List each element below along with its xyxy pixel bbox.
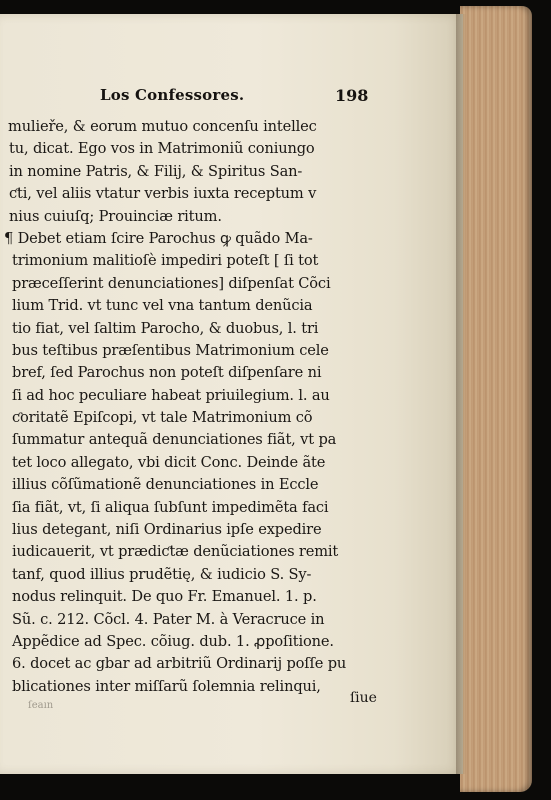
text-line: lius detegant, niſi Ordinarius ipſe expedire — [12, 521, 322, 539]
book-page — [0, 14, 463, 774]
text-line: ƈoritatẽ Epiſcopi, vt tale Matrimonium cõ — [12, 409, 313, 427]
text-line: ſi ad hoc peculiare habeat priuilegium. l. au — [12, 386, 330, 404]
text-line: blicationes inter miſſarũ ſolemnia relinqui, — [12, 677, 321, 695]
text-line: lium Trid. vt tunc vel vna tantum denũcia — [12, 297, 313, 315]
text-line: ¶ Debet etiam ſcire Parochus ꝙ quãdo Ma- — [4, 229, 313, 247]
text-line: mulieře, & eorum mutuo concenſu intellec — [8, 118, 317, 135]
text-line: præceſſerint denunciationes] diſpenſat Cõci — [12, 274, 331, 292]
page-header — [100, 86, 400, 110]
text-line: tanf, quod illius prudẽtię, & iudicio S. Sy- — [12, 565, 312, 583]
text-line: nius cuiuſq; Prouinciæ ritum. — [9, 207, 222, 225]
text-line: 6. docet ac gbar ad arbitriũ Ordinarij poſſe pu — [12, 655, 347, 673]
text-line: trimonium malitioſè impediri poteſt [ ſi tot — [12, 252, 319, 270]
running-head: Los Confessores. — [100, 86, 245, 104]
text-line: in nomine Patris, & Filij, & Spiritus San- — [9, 162, 303, 180]
page-number: 198 — [335, 86, 369, 105]
text-line: bref, ſed Parochus non poteſt diſpenſare ni — [12, 364, 322, 382]
gutter-shadow — [456, 14, 466, 774]
catchword: ſiue — [350, 690, 377, 706]
text-line: nodus relinquit. De quo Fr. Emanuel. 1. p. — [12, 588, 317, 606]
text-line: Appẽdice ad Spec. cõiug. dub. 1. ꝓpoſitione. — [12, 632, 334, 650]
faint-stamp: ſeaın — [28, 700, 54, 711]
text-line: ƈti, vel aliis vtatur verbis iuxta receptum v — [9, 185, 317, 203]
text-line: ſummatur antequã denunciationes fiãt, vt pa — [12, 431, 337, 449]
text-line: tet loco allegato, vbi dicit Conc. Deinde ãte — [12, 453, 326, 471]
text-line: illius cõſũmationẽ denunciationes in Eccle — [12, 476, 319, 494]
text-line: tu, dicat. Ego vos in Matrimoniũ coniungo — [9, 140, 315, 158]
text-line: bus teſtibus præſentibus Matrimonium cele — [12, 341, 329, 359]
text-line: iudicauerit, vt prædiƈtæ denũciationes remit — [12, 543, 339, 561]
text-line: Sũ. c. 212. Cõcl. 4. Pater M. à Veracruce in — [12, 610, 325, 628]
text-line: ſia fiãt, vt, ſi aliqua ſubſunt impedimẽta faci — [12, 498, 329, 516]
page-fore-edge — [460, 6, 532, 792]
body-text — [0, 116, 400, 698]
text-line: tio fiat, vel ſaltim Parocho, & duobus, l. tri — [12, 319, 319, 337]
